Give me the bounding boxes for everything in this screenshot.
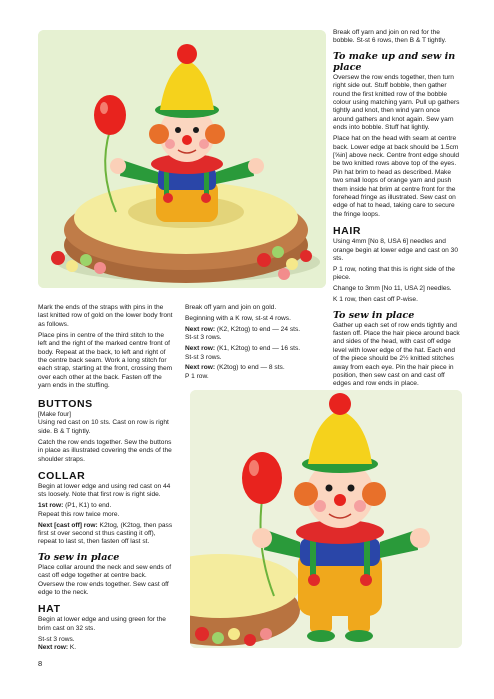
collar-paragraph-1: Begin at lower edge and using red cast on 44 sts loosely. Note that first row is right side. (38, 482, 171, 499)
hair-paragraph-2: P 1 row, noting that this is right side of the piece. (333, 265, 455, 282)
buttons-heading: BUTTONS (38, 398, 93, 410)
page-number: 8 (38, 659, 43, 668)
hat-step-1: Break off yarn and join on gold. (185, 304, 277, 311)
instructions-column-left-mid (38, 304, 173, 393)
hat-paragraph-1: Begin at lower edge and using green for the brim cast on 32 sts. (38, 616, 166, 632)
hair-paragraph-3: Change to 3mm [No 11, USA 2] needles. (333, 285, 452, 293)
sew-hair-heading: To sew in place (333, 309, 415, 321)
clown-photo-illustration (38, 30, 326, 288)
hat-bobble-intro: Break off yarn and join on red for the bobble. St-st 6 rows, then B & T tightly. (333, 29, 447, 45)
sew-collar-heading: To sew in place (38, 551, 120, 563)
hat-step-5: Next row: (K2tog) to end — 8 sts. P 1 row. (185, 364, 285, 380)
straps-paragraph-2: Place pins in centre of the third stitch to the left and the right of the marked centre front of body. Repeat at the back, to left and right of the centre back seam. Work a long stitch for each strap, starting at the front, crossing them over each other at the back. Fasten off the yarn ends in the stuffing. (38, 331, 173, 390)
collar-heading: COLLAR (38, 469, 86, 482)
clown-closeup-photo (190, 390, 462, 648)
hair-paragraph-1: Using 4mm [No 8, USA 6] needles and orange begin at lower edge and cast on 30 sts. (333, 238, 459, 263)
buttons-paragraph-2: Catch the row ends together. Sew the buttons in place as illustrated covering the ends of the shoulder straps. (38, 438, 172, 463)
instructions-column-mid (185, 304, 322, 384)
hat-step-2: Beginning with a K row, st-st 4 rows. (185, 314, 291, 322)
sew-collar-paragraph: Place collar around the neck and sew ends of cast off edge together at centre back. Oversew the row ends together. Sew cast off edge to the neck. (38, 563, 172, 596)
make-up-paragraph-1: Oversew the row ends together, then turn right side out. Stuff bobble, then gather round the first knitted row of the bobble colour using matching yarn. Pull up gathers tightly and knot, then wind yarn once around gathers and knot again. Sew yarn ends into bobble. Stuff hat lightly. (333, 73, 460, 132)
make-up-heading: To make up and sew in place (333, 50, 456, 73)
clown-closeup-illustration (190, 390, 462, 648)
collar-paragraph-3: Next [cast off] row: K2tog, (K2tog, then pass first st over second st thus casting it off), repeat to last st, then fasten off last st. (38, 521, 173, 546)
make-up-paragraph-2: Place hat on the head with seam at centre back. Lower edge at back should be 1.5cm [⅝in] above neck. Centre front edge should be two knitted rows above top of the eyes. Pin hat brim to head as described. Make two small loops of orange yarn and push them inside hat brim at centre front for the forehead fringe as illustrated. Sew cast on edge of hat to head, taking care to secure the fringe loops. (333, 135, 460, 218)
collar-paragraph-2: 1st row: (P1, K1) to end. Repeat this row twice more. (38, 502, 120, 518)
straps-paragraph-1: Mark the ends of the straps with pins in the last knitted row of gold on the lower body front as follows. (38, 304, 173, 328)
clown-doughnut-photo (38, 30, 326, 288)
hair-heading: HAIR (333, 225, 362, 238)
instructions-column-right-top (333, 29, 461, 427)
instructions-column-left-bottom (38, 392, 174, 655)
hat-heading: HAT (38, 603, 61, 616)
hat-step-4: Next row: (K1, K2tog) to end — 16 sts. St-st 3 rows. (185, 345, 301, 361)
buttons-paragraph-1: [Make four] Using red cast on 10 sts. Cast on row is right side. B & T tightly. (38, 411, 169, 435)
sew-hair-paragraph: Gather up each set of row ends tightly and fasten off. Place the hair piece around back and sides of the head, with cast off edge level with lower edge of the hat. Each end of the piece should be 2½ knitted stitches away from each eye. Pin the hair piece in position, then sew cast on and cast off edges and row ends in place. (333, 321, 460, 388)
hat-step-3: Next row: (K2, K2tog) to end — 24 sts. St-st 3 rows. (185, 325, 301, 342)
hat-paragraph-2: St-st 3 rows. Next row: K. (38, 635, 77, 652)
hair-paragraph-4: K 1 row, then cast off P-wise. (333, 296, 418, 304)
